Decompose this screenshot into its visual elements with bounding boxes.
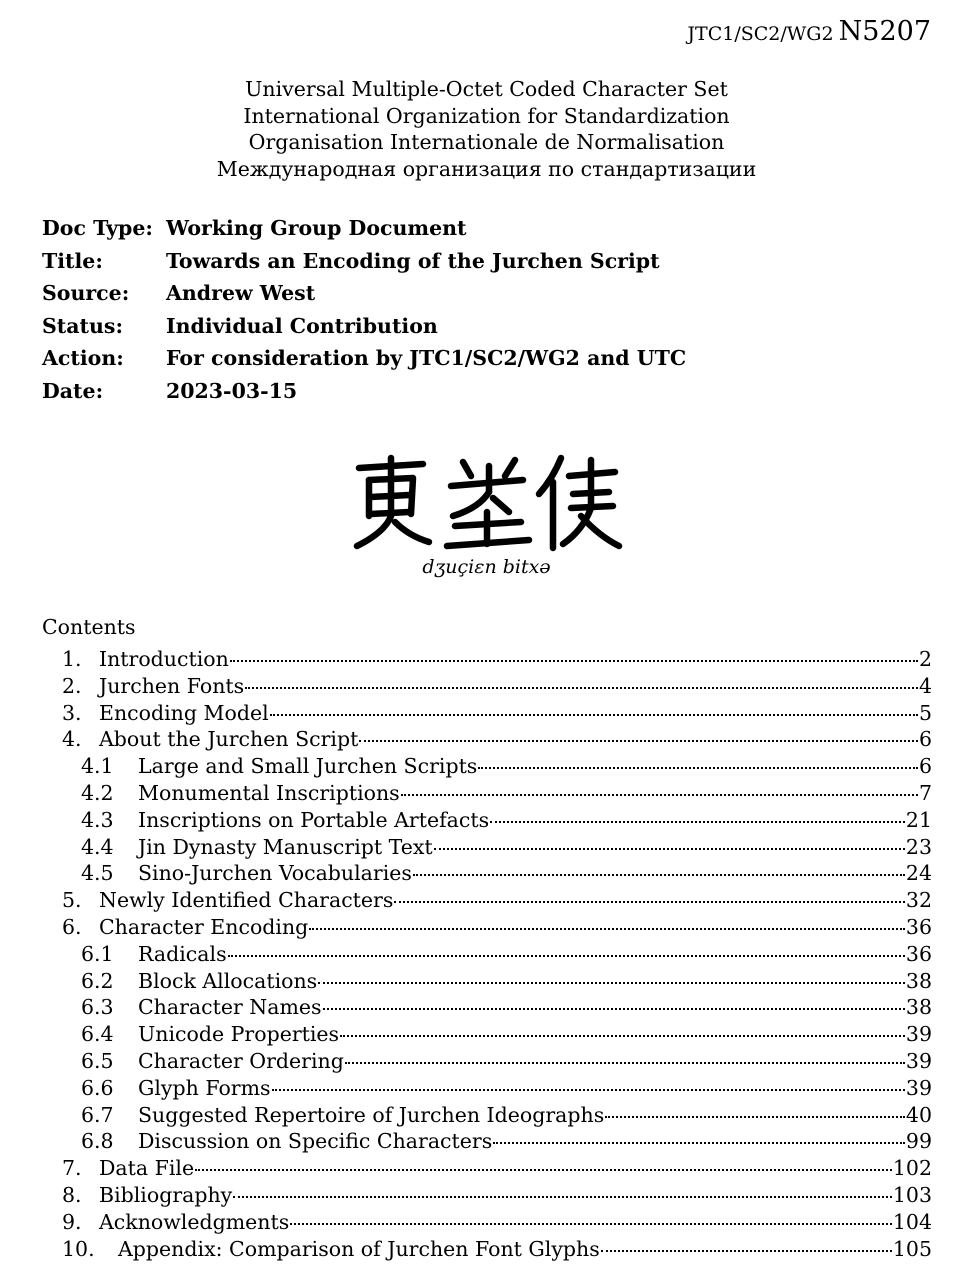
jurchen-transliteration: dʒuçiɛn bitxə (422, 556, 551, 578)
toc-entry[interactable] (62, 914, 932, 941)
toc-entry[interactable] (62, 726, 932, 753)
toc-entry-number: 4. (62, 727, 82, 752)
meta-value: Working Group Document (166, 216, 467, 240)
toc-entry-page: 39 (905, 1075, 932, 1100)
toc-entry-title: Jin Dynasty Manuscript Text (138, 834, 433, 859)
toc-entry-number: 1. (62, 647, 82, 671)
org-line: Международная организация по стандартизации (216, 156, 757, 181)
toc-entry-page: 6 (918, 727, 932, 752)
toc-entry[interactable] (62, 1182, 932, 1209)
jurchen-glyph-1 (357, 458, 429, 546)
toc-entry-number: 10. (62, 1236, 95, 1261)
committee-label: JTC1/SC2/WG2 (687, 23, 834, 45)
toc-entry-title: About the Jurchen Script (99, 727, 359, 752)
meta-value: Individual Contribution (166, 313, 438, 338)
toc-entry-number: 4.1 (81, 754, 114, 779)
toc-entry-title: Character Encoding (99, 914, 309, 939)
toc-entry-title: Sino-Jurchen Vocabularies (138, 861, 412, 886)
toc-leader-dots (245, 687, 918, 689)
meta-label: Action: (42, 346, 124, 370)
doc-number: N5207 (838, 16, 931, 47)
toc-entry-number: 5. (62, 888, 82, 913)
toc-entry-title: Jurchen Fonts (99, 673, 245, 698)
toc-subentry[interactable] (62, 753, 932, 780)
toc-entry-page: 40 (905, 1102, 932, 1127)
meta-value: For consideration by JTC1/SC2/WG2 and UTC (166, 346, 687, 370)
toc-entry-number: 6.8 (81, 1129, 114, 1154)
toc-subentry[interactable] (62, 780, 932, 807)
toc-leader-dots (345, 1062, 905, 1064)
organization-block (0, 76, 973, 182)
toc-entry-page: 39 (905, 1022, 932, 1047)
toc-entry-title: Newly Identified Characters (99, 888, 394, 913)
meta-label: Title: (42, 248, 103, 273)
toc-entry-title: Unicode Properties (138, 1022, 340, 1047)
toc-leader-dots (195, 1169, 892, 1171)
toc-entry-page: 21 (905, 807, 932, 832)
toc-leader-dots (413, 874, 905, 876)
org-line: Organisation Internationale de Normalisation (248, 130, 725, 154)
toc-leader-dots (359, 740, 918, 742)
toc-entry-number: 6.6 (81, 1075, 114, 1100)
toc-subentry[interactable] (62, 941, 932, 968)
toc-leader-dots (490, 821, 905, 823)
toc-leader-dots (493, 1142, 905, 1144)
toc-entry[interactable] (62, 646, 932, 673)
toc-subentry[interactable] (62, 1021, 932, 1048)
meta-row-source (42, 277, 686, 310)
toc-entry-page: 5 (918, 700, 932, 725)
toc-entry[interactable] (62, 887, 932, 914)
toc-leader-dots (478, 767, 918, 769)
toc-entry-number: 2. (62, 673, 82, 698)
toc-leader-dots (323, 1008, 905, 1010)
toc-entry-number: 6.4 (81, 1022, 114, 1047)
toc-subentry[interactable] (62, 860, 932, 887)
toc-leader-dots (434, 848, 905, 850)
toc-leader-dots (230, 660, 918, 662)
contents-heading: Contents (42, 615, 136, 639)
toc-subentry[interactable] (62, 994, 932, 1021)
toc-entry-page: 102 (892, 1156, 932, 1181)
toc-leader-dots (233, 1196, 892, 1198)
toc-entry-number: 7. (62, 1156, 82, 1181)
toc-leader-dots (601, 1250, 892, 1252)
toc-subentry[interactable] (62, 968, 932, 995)
toc-entry-title: Suggested Repertoire of Jurchen Ideographs (138, 1102, 605, 1127)
document-metadata (42, 212, 686, 407)
toc-subentry[interactable] (62, 1048, 932, 1075)
table-of-contents (62, 646, 932, 1262)
toc-entry-page: 38 (905, 968, 932, 993)
toc-leader-dots (605, 1116, 905, 1118)
toc-entry-number: 4.5 (81, 861, 114, 886)
toc-leader-dots (272, 1089, 905, 1091)
toc-leader-dots (394, 901, 905, 903)
toc-subentry[interactable] (62, 834, 932, 861)
meta-value: Towards an Encoding of the Jurchen Script (166, 248, 660, 273)
jurchen-glyph-3 (539, 458, 619, 548)
toc-entry-page: 104 (892, 1209, 932, 1234)
toc-subentry[interactable] (62, 1075, 932, 1102)
toc-leader-dots (270, 714, 918, 716)
toc-entry-title: Large and Small Jurchen Scripts (138, 754, 478, 779)
toc-entry-page: 24 (905, 861, 932, 886)
toc-entry-number: 6.1 (81, 941, 114, 966)
toc-entry-title: Monumental Inscriptions (138, 780, 400, 805)
toc-entry-title: Discussion on Specific Characters (138, 1129, 493, 1154)
toc-entry-title: Bibliography (99, 1182, 233, 1207)
toc-leader-dots (309, 928, 905, 930)
toc-entry-page: 6 (918, 754, 932, 779)
toc-entry[interactable] (62, 1209, 932, 1236)
document-number (687, 16, 931, 47)
toc-entry-page: 7 (918, 780, 932, 805)
toc-entry-page: 38 (905, 995, 932, 1020)
toc-entry-number: 6.2 (81, 968, 114, 993)
toc-entry-number: 4.4 (81, 834, 114, 859)
toc-entry-page: 99 (905, 1129, 932, 1154)
toc-entry-page: 2 (918, 647, 932, 671)
jurchen-glyphs-image (347, 452, 623, 552)
toc-entry-title: Character Names (138, 995, 322, 1020)
toc-leader-dots (318, 982, 905, 984)
toc-entry-page: 105 (892, 1236, 932, 1261)
org-line: International Organization for Standardization (243, 103, 730, 128)
toc-entry-title: Radicals (138, 941, 227, 966)
toc-entry-number: 4.3 (81, 807, 114, 832)
meta-row-title (42, 245, 686, 278)
toc-entry-page: 4 (918, 673, 932, 698)
toc-entry-page: 32 (905, 888, 932, 913)
meta-row-action (42, 342, 686, 375)
toc-leader-dots (228, 955, 905, 957)
toc-entry-number: 6. (62, 914, 82, 939)
meta-label: Date: (42, 378, 104, 403)
meta-label: Source: (42, 281, 130, 305)
toc-entry-title: Glyph Forms (138, 1075, 271, 1100)
toc-subentry[interactable] (62, 807, 932, 834)
jurchen-glyph-2 (447, 460, 529, 546)
meta-row-doc-type (42, 212, 686, 245)
meta-value: Andrew West (166, 281, 316, 305)
toc-leader-dots (290, 1223, 892, 1225)
toc-entry-title: Appendix: Comparison of Jurchen Font Glyphs (118, 1236, 600, 1261)
toc-subentry[interactable] (62, 1128, 932, 1155)
toc-entry-title: Character Ordering (138, 1048, 344, 1073)
toc-entry-page: 39 (905, 1048, 932, 1073)
toc-entry[interactable] (62, 673, 932, 700)
toc-entry-number: 3. (62, 700, 82, 725)
jurchen-script-title (347, 452, 623, 552)
meta-label: Doc Type: (42, 216, 153, 240)
toc-entry[interactable] (62, 1155, 932, 1182)
toc-entry-number: 4.2 (81, 780, 114, 805)
toc-entry-number: 6.5 (81, 1048, 114, 1073)
meta-row-status (42, 310, 686, 343)
toc-entry-number: 8. (62, 1182, 82, 1207)
org-line: Universal Multiple-Octet Coded Character Set (245, 77, 728, 101)
toc-leader-dots (401, 794, 918, 796)
toc-entry-page: 103 (892, 1182, 932, 1207)
toc-entry-title: Block Allocations (138, 968, 318, 993)
toc-entry-title: Introduction (99, 647, 229, 671)
toc-entry-number: 9. (62, 1209, 82, 1234)
toc-entry-title: Inscriptions on Portable Artefacts (138, 807, 490, 832)
toc-entry[interactable] (62, 1236, 932, 1263)
toc-entry-page: 36 (905, 941, 932, 966)
toc-entry-title: Encoding Model (99, 700, 269, 725)
meta-row-date (42, 375, 686, 408)
meta-value: 2023-03-15 (166, 378, 298, 403)
meta-label: Status: (42, 313, 124, 338)
toc-entry-page: 36 (905, 914, 932, 939)
toc-entry[interactable] (62, 700, 932, 727)
toc-entry-title: Data File (99, 1156, 195, 1181)
toc-entry-page: 23 (905, 834, 932, 859)
toc-leader-dots (340, 1035, 905, 1037)
toc-entry-number: 6.3 (81, 995, 114, 1020)
toc-subentry[interactable] (62, 1102, 932, 1129)
toc-entry-title: Acknowledgments (99, 1209, 290, 1234)
toc-entry-number: 6.7 (81, 1102, 114, 1127)
